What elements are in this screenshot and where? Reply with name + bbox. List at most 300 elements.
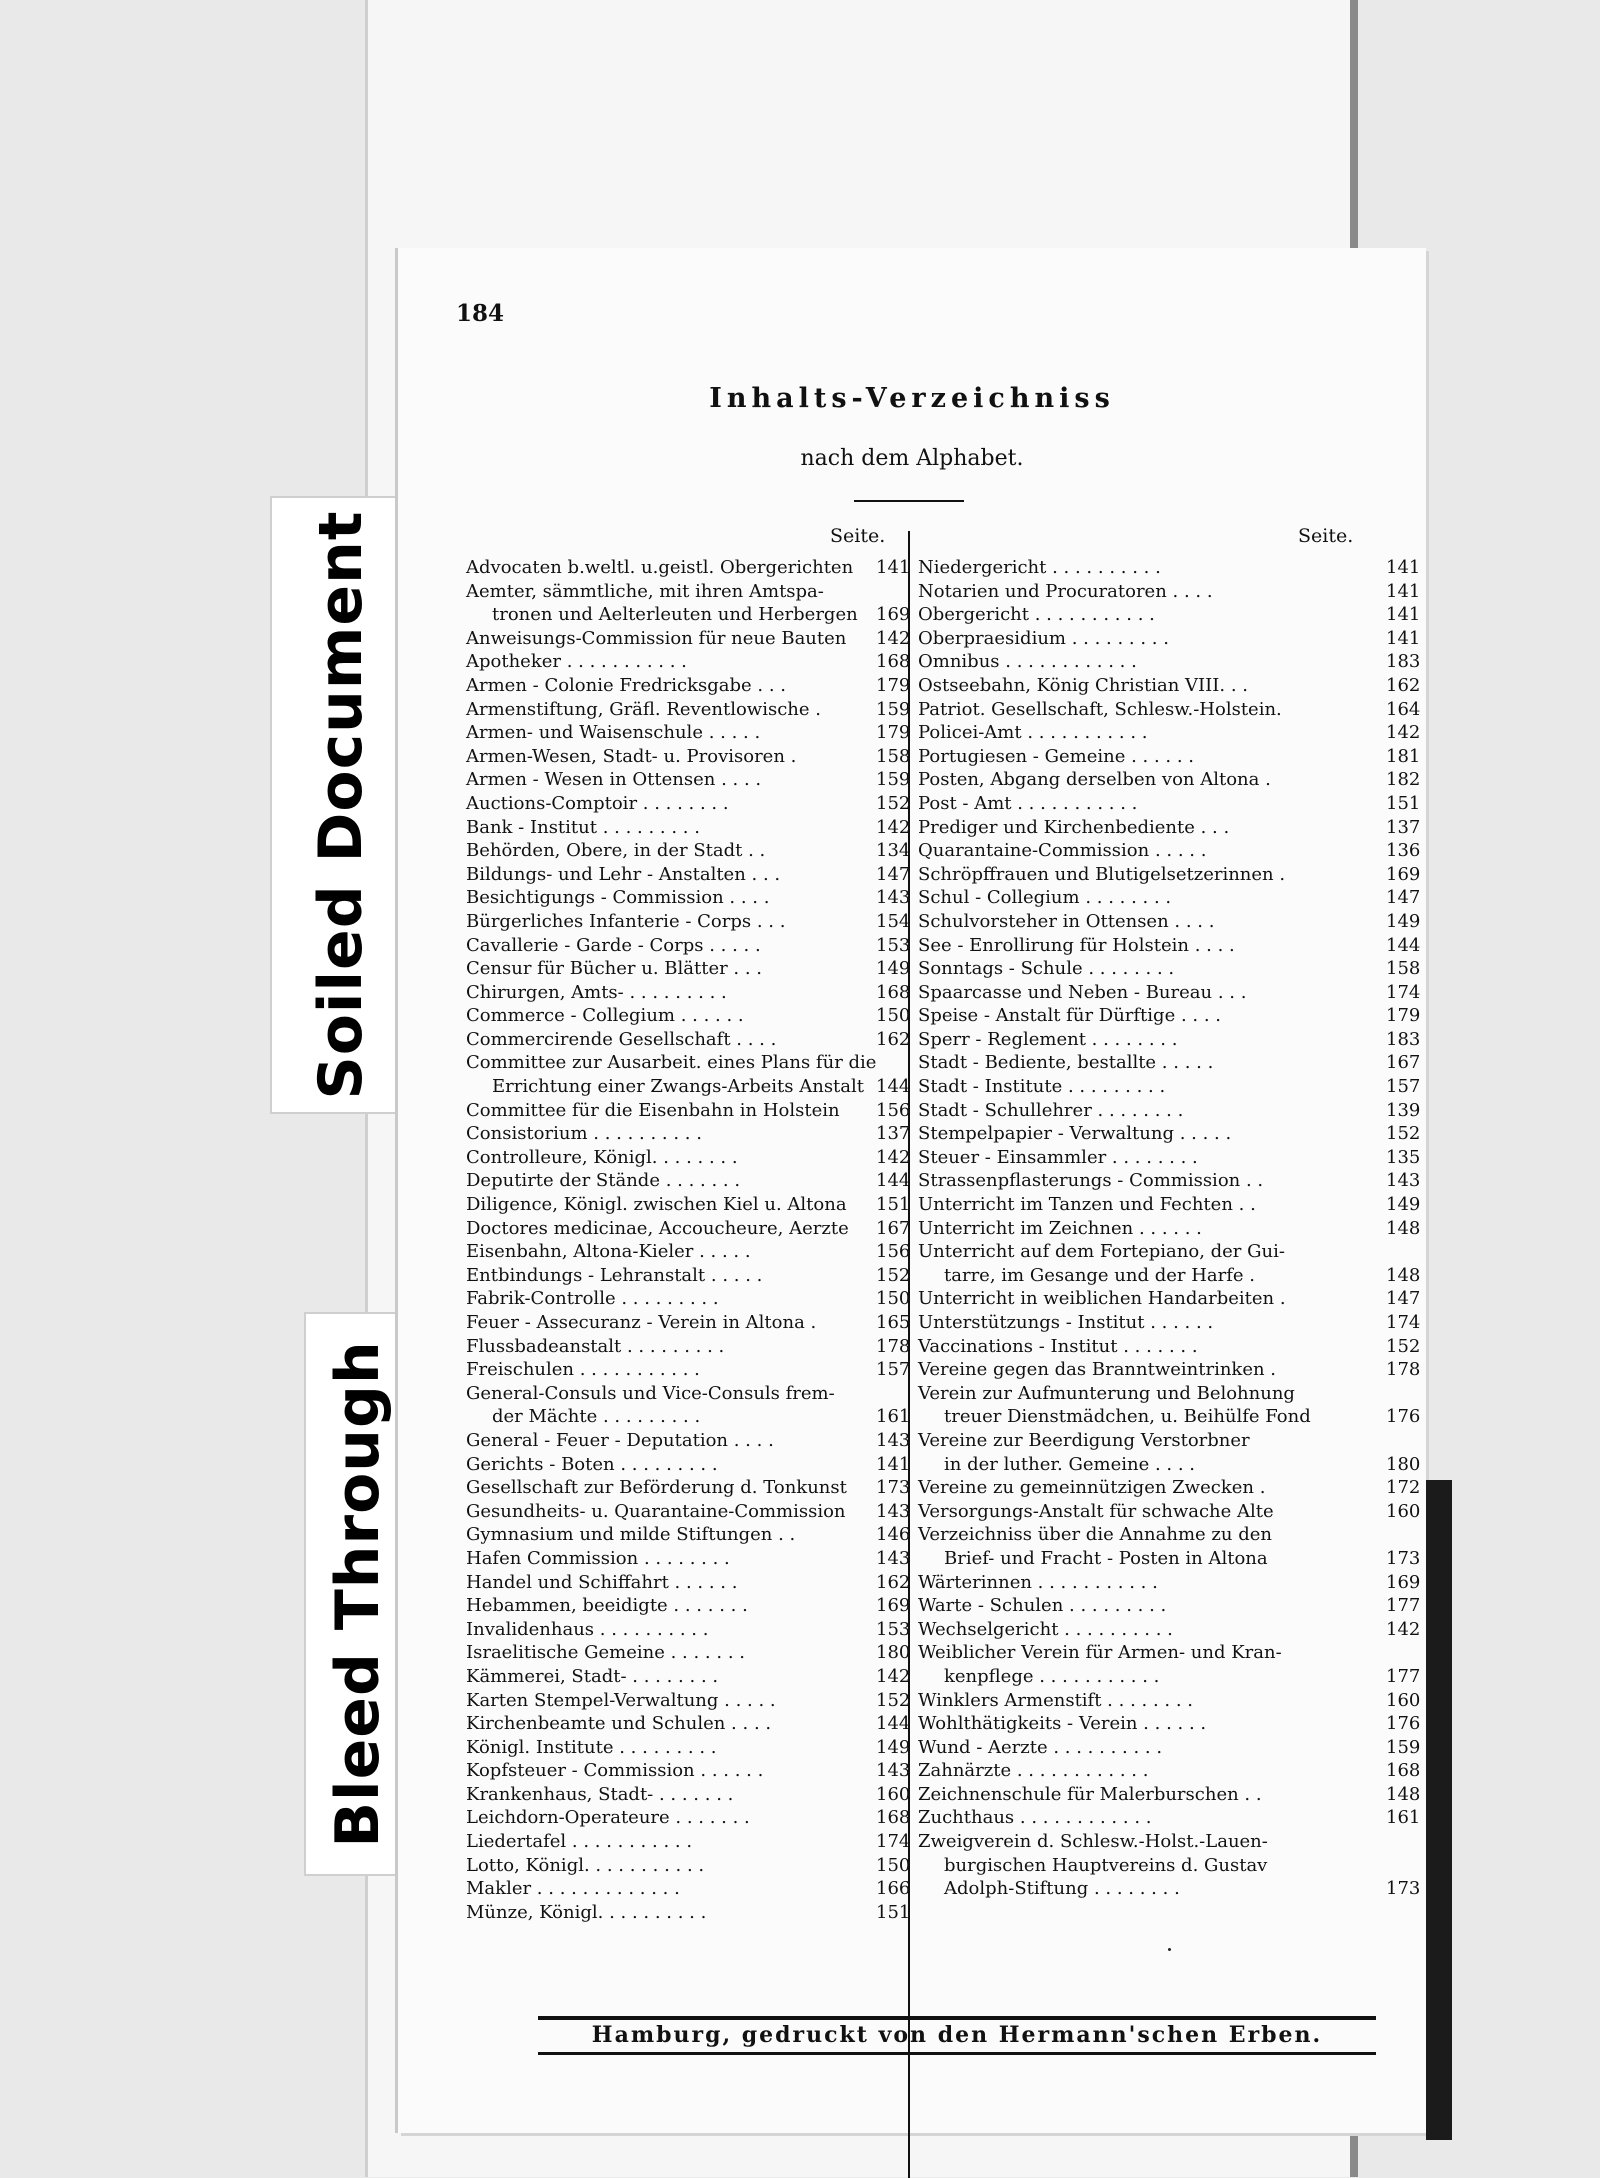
index-entry [918,1736,1421,1760]
index-entry-label: Posten, Abgang derselben von Altona . [918,769,1271,791]
index-entry [466,1571,911,1595]
index-entry [466,603,911,627]
index-entry [918,1146,1421,1170]
index-entry-label: Weiblicher Verein für Armen- und Kran- [918,1642,1282,1664]
index-entry [466,792,911,816]
index-entry [466,1736,911,1760]
index-entry-page: 143 [876,1429,911,1451]
index-entry [466,1169,911,1193]
index-entry [918,1877,1421,1901]
index-entry-page: 142 [876,1146,911,1168]
index-entry-label: Unterricht in weiblichen Handarbeiten . [918,1288,1286,1310]
index-entry-label: Eisenbahn, Altona-Kieler . . . . . [466,1241,751,1263]
index-entry [918,1500,1421,1524]
index-entry-page: 169 [876,1595,911,1617]
index-entry [918,1075,1421,1099]
index-entry [918,1099,1421,1123]
index-entry-page: 173 [1386,1547,1421,1569]
index-entry-page: 149 [876,958,911,980]
index-entry-page: 168 [876,1807,911,1829]
index-entry-label: Post - Amt . . . . . . . . . . . [918,792,1138,814]
index-entry-page: 159 [876,769,911,791]
index-entry-label: Auctions-Comptoir . . . . . . . . [466,792,729,814]
index-entry-label: Brief- und Fracht - Posten in Altona [944,1547,1268,1569]
footer-rule-bottom [538,2052,1376,2055]
index-entry-label: Zahnärzte . . . . . . . . . . . . [918,1760,1149,1782]
index-entry-label: tarre, im Gesange und der Harfe . [944,1264,1256,1286]
index-entry-label: Entbindungs - Lehranstalt . . . . . [466,1264,763,1286]
index-entry-label: Quarantaine-Commission . . . . . [918,840,1207,862]
index-entry-label: Chirurgen, Amts- . . . . . . . . . [466,981,727,1003]
index-entry-label: General-Consuls und Vice-Consuls frem- [466,1382,835,1404]
index-entry [466,768,911,792]
index-entry-label: Commerce - Collegium . . . . . . [466,1005,744,1027]
index-entry-page: 141 [1386,580,1421,602]
index-entry-label: Unterricht im Zeichnen . . . . . . [918,1217,1202,1239]
index-entry-label: Krankenhaus, Stadt- . . . . . . . [466,1783,734,1805]
index-entry-label: Hebammen, beeidigte . . . . . . . [466,1595,748,1617]
index-entry-label: Gymnasium und milde Stiftungen . . [466,1524,796,1546]
index-entry [918,1264,1421,1288]
index-entry-label: Schul - Collegium . . . . . . . . [918,887,1172,909]
index-entry-page: 144 [1386,934,1421,956]
index-entry-label: Committee für die Eisenbahn in Holstein [466,1099,840,1121]
index-entry-page: 152 [876,1689,911,1711]
index-entry [918,1358,1421,1382]
index-entry [466,1358,911,1382]
index-entry [466,886,911,910]
index-entry-page: 168 [876,981,911,1003]
index-entry [918,910,1421,934]
index-entry [466,1783,911,1807]
index-entry-page: 148 [1386,1783,1421,1805]
index-entry-label: Anweisungs-Commission für neue Bauten [466,627,847,649]
index-entry-label: Kopfsteuer - Commission . . . . . . [466,1760,764,1782]
index-entry-page: 153 [876,1618,911,1640]
index-entry-page: 172 [1386,1477,1421,1499]
index-entry [466,1287,911,1311]
index-entry-label: Bildungs- und Lehr - Anstalten . . . [466,863,781,885]
index-entry-label: Errichtung einer Zwangs-Arbeits Anstalt [492,1076,865,1098]
index-entry-label: Patriot. Gesellschaft, Schlesw.-Holstein. [918,698,1282,720]
index-entry [466,1075,911,1099]
index-entry-page: 141 [876,557,911,578]
index-entry-page: 158 [1386,958,1421,980]
index-entry-page: 141 [1386,557,1421,578]
index-entry-label: Leichdorn-Operateure . . . . . . . [466,1807,750,1829]
bleed-through-label: Bleed Through [323,1340,393,1848]
index-entry-label: Winklers Armenstift . . . . . . . . [918,1689,1194,1711]
index-entry-label: Doctores medicinae, Accoucheure, Aerzte [466,1217,849,1239]
index-entry-page: 183 [1386,651,1421,673]
index-entry-label: Kirchenbeamte und Schulen . . . . [466,1713,772,1735]
index-entry-label: Deputirte der Stände . . . . . . . [466,1170,741,1192]
index-entry-page: 174 [1386,981,1421,1003]
index-entry-label: Commercirende Gesellschaft . . . . [466,1028,777,1050]
index-entry-label: der Mächte . . . . . . . . . [492,1406,701,1428]
index-entry [466,627,911,651]
index-entry-label: Invalidenhaus . . . . . . . . . . [466,1618,709,1640]
index-entry-label: Besichtigungs - Commission . . . . [466,887,770,909]
index-entry [918,839,1421,863]
index-entry [918,1830,1343,1854]
index-entry-label: Gesellschaft zur Beförderung d. Tonkunst [466,1477,847,1499]
index-entry-label: Zweigverein d. Schlesw.-Holst.-Lauen- [918,1831,1268,1853]
index-entry [466,1429,911,1453]
index-entry-label: Strassenpflasterungs - Commission . . [918,1170,1264,1192]
index-entry-page: 137 [876,1123,911,1145]
index-entry-page: 148 [1386,1217,1421,1239]
index-entry-label: Unterricht im Tanzen und Fechten . . [918,1194,1256,1216]
index-entry-page: 178 [1386,1359,1421,1381]
index-entry-page: 134 [876,840,911,862]
index-entry-page: 144 [876,1170,911,1192]
index-entry-page: 169 [876,604,911,626]
index-entry-label: Sonntags - Schule . . . . . . . . [918,958,1175,980]
index-entry [918,698,1421,722]
index-entry [466,745,911,769]
index-entry-label: Stadt - Bediente, bestallte . . . . . [918,1052,1214,1074]
index-entry [466,1476,911,1500]
index-entry-label: Armen-Wesen, Stadt- u. Provisoren . [466,745,797,767]
index-entry-page: 160 [1386,1500,1421,1522]
index-entry-page: 164 [1386,698,1421,720]
index-entry-label: Feuer - Assecuranz - Verein in Altona . [466,1312,817,1333]
index-entry-page: 144 [876,1713,911,1735]
index-entry-label: Verzeichniss über die Annahme zu den [918,1524,1272,1546]
index-entry-label: See - Enrollirung für Holstein . . . . [918,934,1235,956]
index-entry [918,1287,1421,1311]
index-entry [466,1854,911,1878]
index-entry-label: burgischen Hauptvereins d. Gustav [944,1854,1268,1876]
index-entry-page: 177 [1386,1665,1421,1687]
index-entry-page: 176 [1386,1713,1421,1735]
index-entry [918,1523,1343,1547]
index-entry-page: 166 [876,1878,911,1900]
index-entry [918,1476,1421,1500]
index-entry [466,957,911,981]
index-entry-page: 152 [1386,1123,1421,1145]
index-entry-page: 156 [876,1241,911,1263]
index-entry-page: 162 [876,1571,911,1593]
index-entry [466,1453,911,1477]
left-seite-header: Seite. [830,525,886,547]
index-entry [918,1594,1421,1618]
index-entry [918,1311,1421,1335]
index-entry-label: Adolph-Stiftung . . . . . . . . [944,1878,1180,1900]
index-entry [918,957,1421,981]
index-entry-page: 160 [1386,1689,1421,1711]
index-entry-label: Warte - Schulen . . . . . . . . . [918,1595,1167,1617]
index-entry-page: 161 [876,1406,911,1428]
index-entry [918,1665,1421,1689]
index-entry [918,1453,1421,1477]
index-entry-page: 150 [876,1288,911,1310]
index-entry [466,934,911,958]
print-speck [1168,1948,1171,1951]
index-entry-label: Armen - Colonie Fredricksgabe . . . [466,674,786,696]
index-entry-page: 137 [1386,816,1421,838]
index-entry-page: 139 [1386,1099,1421,1121]
index-entry-page: 154 [876,910,911,932]
index-entry-label: Makler . . . . . . . . . . . . . [466,1878,680,1900]
index-entry [918,1712,1421,1736]
index-entry-page: 141 [876,1453,911,1475]
index-entry [466,1217,911,1241]
index-entry [918,1571,1421,1595]
index-entry-page: 142 [876,627,911,649]
index-entry-page: 159 [876,698,911,720]
index-entry [918,627,1421,651]
index-entry-page: 136 [1386,840,1421,862]
index-entry-page: 180 [876,1642,911,1664]
index-entry [466,556,911,580]
index-entry [466,1264,911,1288]
page-title: Inhalts-Verzeichniss [709,383,1115,414]
index-entry-page: 142 [876,816,911,838]
index-entry-page: 153 [876,934,911,956]
soiled-document-stamp [270,496,412,1114]
index-entry [918,674,1421,698]
index-entry-page: 174 [1386,1312,1421,1333]
index-entry [466,1004,911,1028]
index-entry [918,745,1421,769]
index-entry [466,1099,911,1123]
index-entry [918,1004,1421,1028]
index-entry-page: 157 [1386,1076,1421,1098]
index-entry-page: 173 [1386,1878,1421,1900]
index-entry [466,1712,911,1736]
page-number: 184 [456,300,505,327]
index-entry-label: Armen - Wesen in Ottensen . . . . [466,769,762,791]
index-entry-label: Advocaten b.weltl. u.geistl. Obergerichten [466,557,854,578]
index-entry [918,886,1421,910]
index-entry-page: 183 [1386,1028,1421,1050]
index-entry-label: Armen- und Waisenschule . . . . . [466,722,761,744]
index-entry-label: Armenstiftung, Gräfl. Reventlowische . [466,698,821,720]
index-entry-label: Israelitische Gemeine . . . . . . . [466,1642,745,1664]
index-entry [466,839,911,863]
index-entry-label: in der luther. Gemeine . . . . [944,1453,1195,1475]
index-entry [918,1689,1421,1713]
index-entry [918,580,1421,604]
index-entry-page: 180 [1386,1453,1421,1475]
index-entry [918,792,1421,816]
index-entry-page: 143 [876,887,911,909]
index-entry-label: Zuchthaus . . . . . . . . . . . . [918,1807,1152,1829]
index-entry [466,1689,911,1713]
index-entry-label: Flussbadeanstalt . . . . . . . . . [466,1335,725,1357]
index-entry-label: Unterricht auf dem Fortepiano, der Gui- [918,1241,1285,1263]
index-entry-page: 151 [876,1901,911,1923]
index-entry [918,934,1421,958]
index-entry-label: Bürgerliches Infanterie - Corps . . . [466,910,786,932]
index-entry [918,1854,1343,1878]
index-entry-label: Stadt - Schullehrer . . . . . . . . [918,1099,1184,1121]
index-entry-page: 159 [1386,1736,1421,1758]
index-entry-label: Apotheker . . . . . . . . . . . [466,651,687,673]
index-entry-label: Ostseebahn, König Christian VIII. . . [918,674,1248,696]
index-entry-label: Obergericht . . . . . . . . . . . [918,604,1155,626]
index-entry [918,1783,1421,1807]
index-entry-label: Freischulen . . . . . . . . . . . [466,1359,700,1381]
index-entry-page: 143 [876,1547,911,1569]
index-entry-label: Stadt - Institute . . . . . . . . . [918,1076,1166,1098]
index-entry-page: 157 [876,1359,911,1381]
index-entry-page: 152 [876,792,911,814]
index-entry-page: 141 [1386,604,1421,626]
index-entry [466,1122,911,1146]
index-entry-label: Portugiesen - Gemeine . . . . . . [918,745,1195,767]
index-entry [918,1028,1421,1052]
index-entry-label: Wund - Aerzte . . . . . . . . . . [918,1736,1163,1758]
index-entry [466,1051,906,1075]
index-entry-page: 167 [876,1217,911,1239]
page-shadow [1426,1480,1452,2140]
index-entry [918,603,1421,627]
index-entry-page: 179 [876,722,911,744]
index-entry-page: 174 [876,1831,911,1853]
index-entry-label: Prediger und Kirchenbediente . . . [918,816,1230,838]
index-entry-label: Unterstützungs - Institut . . . . . . [918,1312,1214,1333]
index-entry-page: 158 [876,745,911,767]
index-entry [918,1382,1343,1406]
index-entry-page: 182 [1386,769,1421,791]
index-entry-page: 168 [876,651,911,673]
index-entry-page: 148 [1386,1264,1421,1286]
index-entry-page: 162 [1386,674,1421,696]
index-entry [466,910,911,934]
index-entry-label: Committee zur Ausarbeit. eines Plans für die [466,1052,877,1074]
index-entry-page: 142 [1386,722,1421,744]
imprint-footer: Hamburg, gedruckt von den Hermann'schen Erben. [591,2022,1323,2048]
index-entry [466,1901,911,1925]
index-entry-page: 147 [1386,1288,1421,1310]
index-entry-label: Gerichts - Boten . . . . . . . . . [466,1453,718,1475]
index-entry-label: Wärterinnen . . . . . . . . . . . [918,1571,1158,1593]
index-entry [466,1877,911,1901]
index-entry [918,1405,1421,1429]
index-entry [918,1547,1421,1571]
index-entry-label: Liedertafel . . . . . . . . . . . [466,1831,693,1853]
index-entry-page: 165 [876,1312,911,1333]
index-entry-label: treuer Dienstmädchen, u. Beihülfe Fond [944,1406,1311,1428]
index-entry-label: Karten Stempel-Verwaltung . . . . . [466,1689,776,1711]
index-entry-page: 179 [876,674,911,696]
index-entry-label: Wechselgericht . . . . . . . . . . [918,1618,1173,1640]
index-entry [466,698,911,722]
index-entry-page: 181 [1386,745,1421,767]
index-entry-page: 149 [876,1736,911,1758]
index-entry-label: Sperr - Reglement . . . . . . . . [918,1028,1178,1050]
index-entry [466,1759,911,1783]
index-entry-page: 160 [876,1783,911,1805]
index-entry-label: Spaarcasse und Neben - Bureau . . . [918,981,1247,1003]
index-entry [466,1641,911,1665]
index-entry [466,981,911,1005]
index-entry [918,1618,1421,1642]
index-entry-page: 150 [876,1854,911,1876]
index-entry-label: Vereine gegen das Branntweintrinken . [918,1359,1277,1381]
index-entry-label: Königl. Institute . . . . . . . . . [466,1736,717,1758]
index-entry-label: kenpflege . . . . . . . . . . . [944,1665,1160,1687]
index-entry-label: Niedergericht . . . . . . . . . . [918,557,1161,578]
index-entry [918,1217,1421,1241]
index-page [398,248,1426,2133]
index-entry [466,863,911,887]
index-entry-page: 167 [1386,1052,1421,1074]
index-entry-page: 144 [876,1076,911,1098]
index-entry [466,1806,911,1830]
index-entry-label: Schulvorsteher in Ottensen . . . . [918,910,1215,932]
index-entry [466,1594,911,1618]
index-entry [918,863,1421,887]
index-entry-page: 151 [1386,792,1421,814]
footer-rule-top [538,2016,1376,2020]
index-entry [918,981,1421,1005]
index-entry-label: Münze, Königl. . . . . . . . . . [466,1901,707,1923]
index-entry-label: Consistorium . . . . . . . . . . [466,1123,702,1145]
index-entry [466,1335,911,1359]
index-entry-page: 147 [1386,887,1421,909]
index-entry-label: Notarien und Procuratoren . . . . [918,580,1213,602]
index-entry [466,1405,911,1429]
soiled-document-label: Soiled Document [306,510,376,1100]
index-entry-label: Fabrik-Controlle . . . . . . . . . [466,1288,719,1310]
index-entry [466,1523,911,1547]
index-entry-label: Stempelpapier - Verwaltung . . . . . [918,1123,1232,1145]
index-entry [918,1169,1421,1193]
index-entry [466,674,911,698]
index-entry [918,721,1421,745]
index-entry [466,1193,911,1217]
index-entry [918,1335,1421,1359]
index-entry-label: Diligence, Königl. zwischen Kiel u. Altona [466,1194,847,1216]
index-entry-label: Wohlthätigkeits - Verein . . . . . . [918,1713,1207,1735]
index-entry-page: 176 [1386,1406,1421,1428]
index-entry-page: 146 [876,1524,911,1546]
index-entry [918,1806,1421,1830]
left-index-column [466,556,911,1924]
index-entry-label: Aemter, sämmtliche, mit ihren Amtspa- [466,580,824,602]
page-subtitle: nach dem Alphabet. [800,446,1024,471]
index-entry-label: Hafen Commission . . . . . . . . [466,1547,730,1569]
right-index-column [918,556,1421,1901]
index-entry-label: Kämmerei, Stadt- . . . . . . . . [466,1665,719,1687]
index-entry-label: Handel und Schiffahrt . . . . . . [466,1571,738,1593]
index-entry [466,721,911,745]
index-entry-label: Versorgungs-Anstalt für schwache Alte [918,1500,1274,1522]
index-entry-page: 162 [876,1028,911,1050]
index-entry-label: Censur für Bücher u. Blätter . . . [466,958,763,980]
index-entry [918,1641,1343,1665]
index-entry-page: 156 [876,1099,911,1121]
index-entry-page: 169 [1386,1571,1421,1593]
index-entry-label: Schröpffrauen und Blutigelsetzerinnen . [918,863,1286,885]
index-entry-page: 143 [876,1760,911,1782]
title-rule [854,500,964,502]
index-entry-page: 177 [1386,1595,1421,1617]
bleed-through-stamp [304,1312,412,1876]
index-entry-label: Steuer - Einsammler . . . . . . . . [918,1146,1198,1168]
index-entry [918,1122,1421,1146]
index-entry [918,556,1421,580]
index-entry-page: 152 [1386,1335,1421,1357]
index-entry [466,650,911,674]
index-entry-label: Speise - Anstalt für Dürftige . . . . [918,1005,1221,1027]
index-entry-label: Zeichnenschule für Malerburschen . . [918,1783,1262,1805]
index-entry [466,580,906,604]
